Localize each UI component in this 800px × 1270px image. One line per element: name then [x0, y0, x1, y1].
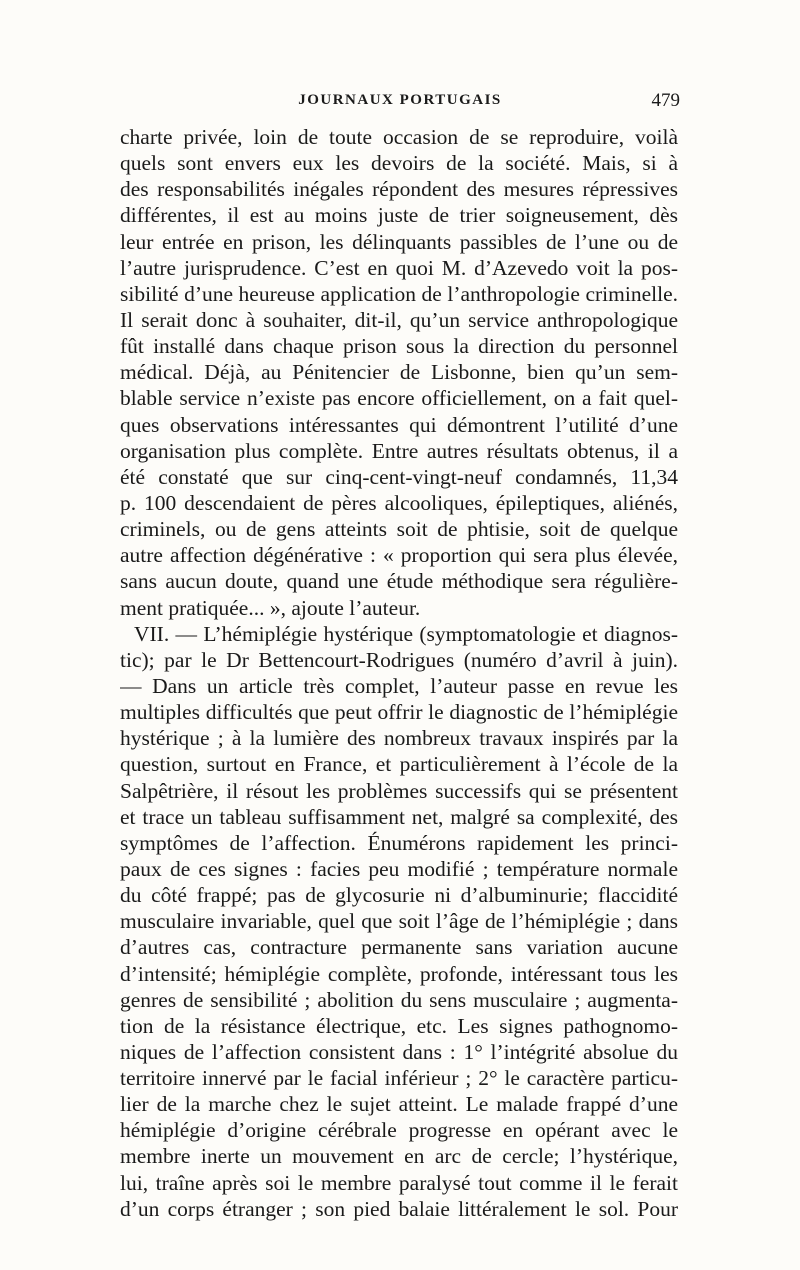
text-line: membre inerte un mouvement en arc de cercle; l’hystérique,: [120, 1144, 678, 1169]
text-line: ment pratiquée... », ajoute l’auteur.: [120, 595, 421, 620]
text-line: niques de l’affection consistent dans : 1° l’intégrité absolue du: [120, 1039, 678, 1064]
text-line: sibilité d’une heureuse application de l’anthropologie criminelle.: [120, 281, 678, 306]
text-line: organisation plus complète. Entre autres résultats obtenus, il a: [120, 438, 678, 463]
text-line: — Dans un article très complet, l’auteur passe en revue les: [120, 673, 678, 698]
body-text: [120, 124, 678, 1222]
text-line: lier de la marche chez le sujet atteint. Le malade frappé d’une: [120, 1092, 678, 1117]
text-line: criminels, ou de gens atteints soit de phtisie, soit de quelque: [120, 517, 678, 542]
text-line: p. 100 descendaient de pères alcooliques, épileptiques, aliénés,: [120, 490, 678, 515]
running-title: JOURNAUX PORTUGAIS: [298, 92, 502, 108]
text-line: hystérique ; à la lumière des nombreux travaux inspirés par la: [120, 726, 678, 751]
page-number: 479: [651, 90, 680, 111]
text-line: multiples difficultés que peut offrir le diagnostic de l’hémiplégie: [120, 700, 678, 725]
text-line: été constaté que sur cinq-cent-vingt-neuf condamnés, 11,34: [120, 464, 678, 489]
text-line: blable service n’existe pas encore officiellement, on a fait quel-: [120, 386, 678, 411]
text-line: Il serait donc à souhaiter, dit-il, qu’un service anthropologique: [120, 307, 678, 332]
running-head: [120, 92, 680, 118]
text-line: autre affection dégénérative : « proportion qui sera plus élevée,: [120, 543, 678, 568]
text-line: paux de ces signes : facies peu modifié ; température normale: [120, 856, 678, 881]
text-line: des responsabilités inégales répondent des mesures répressives: [120, 177, 678, 202]
text-line: charte privée, loin de toute occasion de se reproduire, voilà: [120, 125, 678, 149]
text-line: question, surtout en France, et particulièrement à l’école de la: [120, 752, 678, 777]
text-line: d’intensité; hémiplégie complète, profonde, intéressant tous les: [120, 961, 678, 986]
text-line: médical. Déjà, au Pénitencier de Lisbonne, bien qu’un sem-: [120, 360, 678, 385]
text-line: Salpêtrière, il résout les problèmes successifs qui se présentent: [120, 778, 678, 803]
text-line: sans aucun doute, quand une étude méthodique sera régulière-: [120, 569, 678, 594]
text-line: genres de sensibilité ; abolition du sens musculaire ; augmenta-: [120, 987, 678, 1012]
text-line: ques observations intéressantes qui démontrent l’utilité d’une: [120, 412, 678, 437]
text-line: musculaire invariable, quel que soit l’âge de l’hémiplégie ; dans: [120, 909, 678, 934]
text-line: symptômes de l’affection. Énumérons rapidement les princi-: [120, 830, 678, 855]
text-line: et trace un tableau suffisamment net, malgré sa complexité, des: [120, 804, 678, 829]
text-line: leur entrée en prison, les délinquants passibles de l’une ou de: [120, 229, 678, 254]
text-line: l’autre jurisprudence. C’est en quoi M. d’Azevedo voit la pos-: [120, 255, 678, 280]
text-line: fût installé dans chaque prison sous la direction du personnel: [120, 334, 678, 359]
text-line: lui, traîne après soi le membre paralysé tout comme il le ferait: [120, 1170, 678, 1195]
text-line: quels sont envers eux les devoirs de la société. Mais, si à: [120, 151, 678, 176]
text-line: tic); par le Dr Bettencourt-Rodrigues (numéro d’avril à juin).: [120, 647, 678, 672]
text-line: tion de la résistance électrique, etc. Les signes pathognomo-: [120, 1013, 678, 1038]
text-line: du côté frappé; pas de glycosurie ni d’albuminurie; flaccidité: [120, 883, 678, 908]
text-line: hémiplégie d’origine cérébrale progresse en opérant avec le: [120, 1118, 678, 1143]
text-line: d’autres cas, contracture permanente sans variation aucune: [120, 935, 678, 960]
section-heading-line: VII. — L’hémiplégie hystérique (symptomatologie et diagnos-: [134, 621, 678, 646]
text-line: d’un corps étranger ; son pied balaie littéralement le sol. Pour: [120, 1196, 678, 1221]
text-line: différentes, il est au moins juste de trier soigneusement, dès: [120, 203, 678, 228]
text-line: territoire innervé par le facial inférieur ; 2° le caractère particu-: [120, 1066, 678, 1091]
